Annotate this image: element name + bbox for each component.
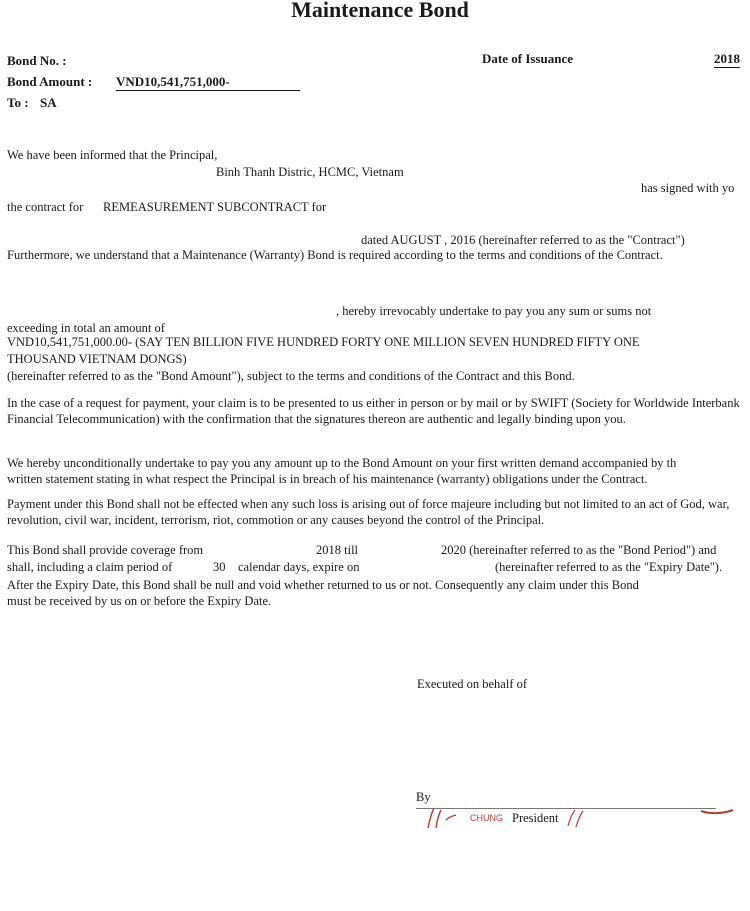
payment-request-paragraph: In the case of a request for payment, your claim is to be presented to us either in person or by mail or by SWIFT (Society for Worldwide Interbank Financial Telecommunication) with the confirmation that the signatures thereon are authentic and legally binding upon you. xyxy=(7,396,740,426)
breach-statement-line: written statement stating in what respect the Principal is in breach of his maintenance (warranty) obligations under the Contract. xyxy=(7,472,648,486)
coverage-label: This Bond shall provide coverage from xyxy=(7,543,204,557)
contract-name: REMEASUREMENT SUBCONTRACT for xyxy=(103,200,327,214)
bond-amount-label: Bond Amount : xyxy=(7,74,93,89)
document-title: Maintenance Bond xyxy=(291,0,469,22)
to-value: SA xyxy=(40,95,57,110)
warranty-requirement-paragraph: Furthermore, we understand that a Maintenance (Warranty) Bond is required according to the terms and conditions of the Contract. xyxy=(7,248,663,262)
red-ink-mark-icon xyxy=(700,808,734,814)
contract-dated-line: dated AUGUST , 2016 (hereinafter referred to as the "Contract") xyxy=(361,233,685,247)
stamp-text: CHUNG xyxy=(470,813,503,823)
coverage-from-year: 2018 till xyxy=(316,543,359,557)
undertake-pay-line: We hereby unconditionally undertake to pay you any amount up to the Bond Amount on your first written demand accompanied by th xyxy=(7,456,677,470)
bond-no-label: Bond No. : xyxy=(7,53,67,68)
force-majeure-paragraph: Payment under this Bond shall not be effected when any such loss is arising out of force majeure including but not limited to an act of God, war, revolution, civil war, incident, terrorism, riot, commotion or any causes beyond the control of the Principal. xyxy=(7,497,730,527)
claim-period-days: 30 xyxy=(213,560,226,574)
amount-limit-line: exceeding in total an amount of xyxy=(7,321,165,335)
date-of-issuance-label: Date of Issuance xyxy=(482,51,573,66)
undertake-line: , hereby irrevocably undertake to pay you any sum or sums not xyxy=(336,304,652,318)
signed-with-text: has signed with yo xyxy=(641,181,735,195)
to-label: To : xyxy=(7,95,29,110)
coverage-to-year: 2020 (hereinafter referred to as the "Bond Period") and xyxy=(441,543,717,557)
expiry-void-line: After the Expiry Date, this Bond shall be null and void whether returned to us or not. Consequently any claim under this Bond xyxy=(7,578,639,592)
principal-line: We have been informed that the Principal, xyxy=(7,148,218,162)
amount-in-words-line-2: THOUSAND VIETNAM DONGS) xyxy=(7,352,187,366)
contract-for-label: the contract for xyxy=(7,200,84,214)
bond-amount-definition: (hereinafter referred to as the "Bond Amount"), subject to the terms and conditions of the Contract and this Bond. xyxy=(7,369,575,383)
signature-stamp-icon xyxy=(420,806,590,830)
president-title: President xyxy=(512,811,559,825)
expiry-date-definition: (hereinafter referred to as the "Expiry Date"). xyxy=(495,560,723,574)
bond-amount-value: VND10,541,751,000- xyxy=(116,74,300,91)
by-label: By xyxy=(416,790,431,804)
calendar-days-label: calendar days, expire on xyxy=(238,560,360,574)
amount-in-words-line: VND10,541,751,000.00- (SAY TEN BILLION FIVE HUNDRED FORTY ONE MILLION SEVEN HUNDRED FIFTY ONE xyxy=(7,335,640,349)
claim-period-label: shall, including a claim period of xyxy=(7,560,173,574)
date-of-issuance-value: 2018 xyxy=(714,51,740,68)
executed-on-behalf-label: Executed on behalf of xyxy=(417,677,528,691)
expiry-claim-line: must be received by us on or before the Expiry Date. xyxy=(7,594,272,608)
principal-address: Binh Thanh Distric, HCMC, Vietnam xyxy=(216,165,404,179)
